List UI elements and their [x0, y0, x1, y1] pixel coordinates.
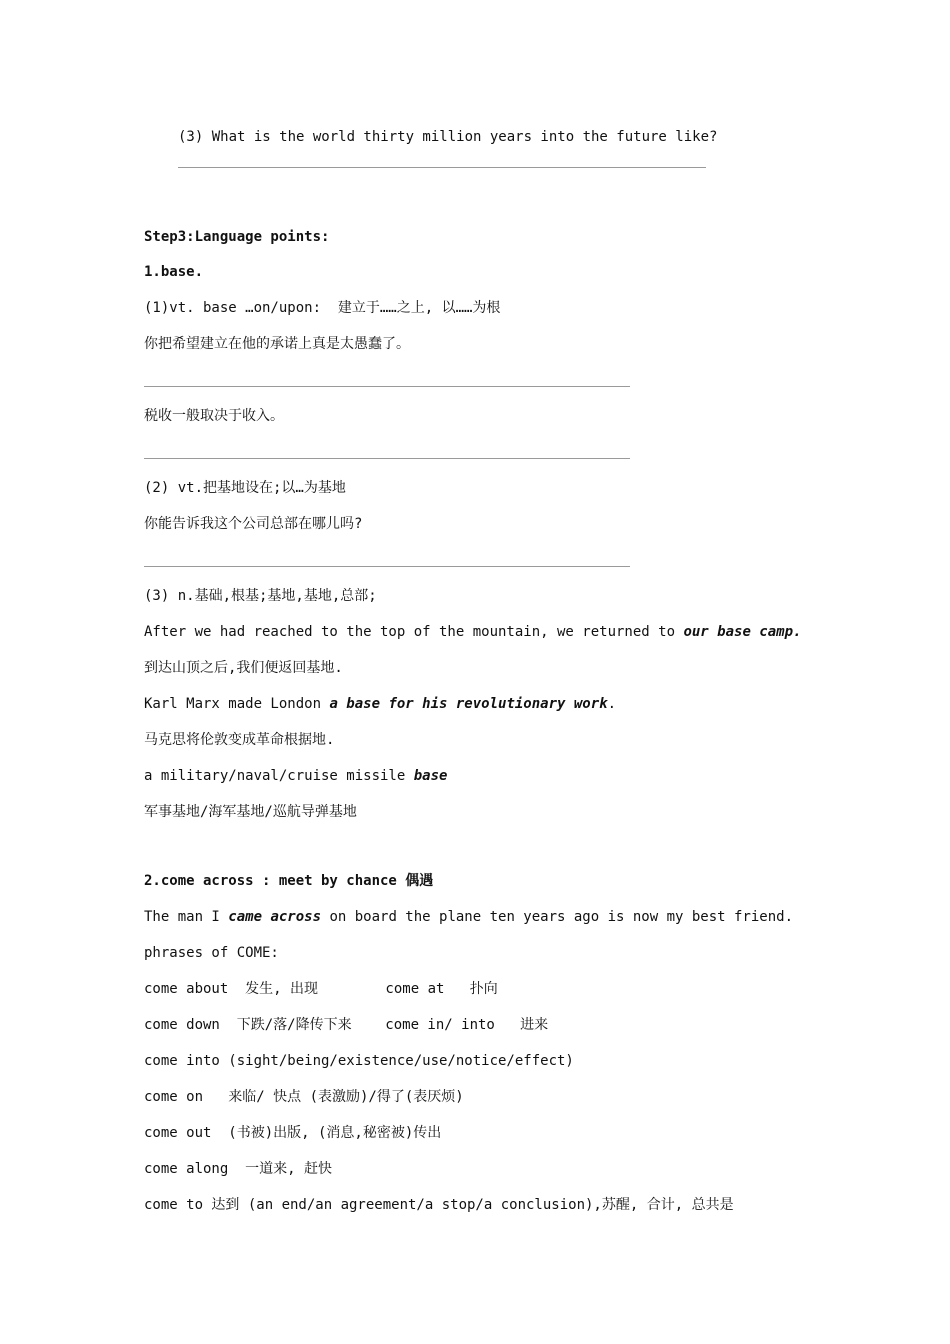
- phrase-line: come about 发生, 出现 come at 扑向: [144, 981, 498, 997]
- base-sense-1-example-2-cn: 税收一般取决于收入。: [144, 408, 284, 424]
- phrases-label: phrases of COME:: [144, 945, 279, 961]
- item-come-across-title: 2.come across : meet by chance 偶遇: [144, 873, 434, 889]
- answer-line: [144, 566, 630, 567]
- base-example-3: [144, 766, 447, 786]
- phrase-line: come into (sight/being/existence/use/notice/effect): [144, 1053, 574, 1069]
- example-text: The man I: [144, 909, 229, 925]
- example-text: .: [607, 696, 617, 712]
- answer-line: [144, 386, 630, 387]
- base-sense-2: (2) vt.把基地设在;以…为基地: [144, 480, 346, 496]
- example-text: Karl Marx made London: [144, 696, 330, 712]
- phrase-line: come out (书被)出版, (消息,秘密被)传出: [144, 1125, 442, 1141]
- example-emphasis: came across: [228, 909, 322, 925]
- step3-heading: Step3:Language points:: [144, 229, 330, 245]
- example-emphasis: a base for his revolutionary work: [329, 696, 608, 712]
- answer-line-q3: [178, 167, 706, 168]
- example-text: After we had reached to the top of the mountain, we returned to: [144, 624, 684, 640]
- base-example-2: [144, 694, 616, 714]
- base-example-1: [144, 622, 801, 642]
- base-sense-3: (3) n.基础,根基;基地,基地,总部;: [144, 588, 377, 604]
- base-example-1-cn: 到达山顶之后,我们便返回基地.: [144, 660, 343, 676]
- base-example-3-cn: 军事基地/海军基地/巡航导弹基地: [144, 804, 357, 820]
- phrase-line: come to 达到 (an end/an agreement/a stop/a conclusion),苏醒, 合计, 总共是: [144, 1197, 734, 1213]
- answer-line: [144, 458, 630, 459]
- example-text: on board the plane ten years ago is now my best friend.: [321, 909, 794, 925]
- phrase-line: come along 一道来, 赶快: [144, 1161, 333, 1177]
- question-3: (3) What is the world thirty million years into the future like?: [178, 129, 718, 145]
- base-sense-1: (1)vt. base …on/upon: 建立于……之上, 以……为根: [144, 300, 501, 316]
- phrase-line: come on 来临/ 快点 (表激励)/得了(表厌烦): [144, 1089, 464, 1105]
- example-text: a military/naval/cruise missile: [144, 768, 414, 784]
- base-sense-2-example-cn: 你能告诉我这个公司总部在哪儿吗?: [144, 516, 363, 532]
- example-emphasis: our base camp.: [683, 624, 802, 640]
- base-sense-1-example-1-cn: 你把希望建立在他的承诺上真是太愚蠢了。: [144, 336, 410, 352]
- come-across-example: [144, 907, 793, 927]
- base-example-2-cn: 马克思将伦敦变成革命根据地.: [144, 732, 335, 748]
- example-emphasis: base: [413, 768, 448, 784]
- item-base-title: 1.base.: [144, 264, 204, 280]
- phrase-line: come down 下跌/落/降传下来 come in/ into 进来: [144, 1017, 549, 1033]
